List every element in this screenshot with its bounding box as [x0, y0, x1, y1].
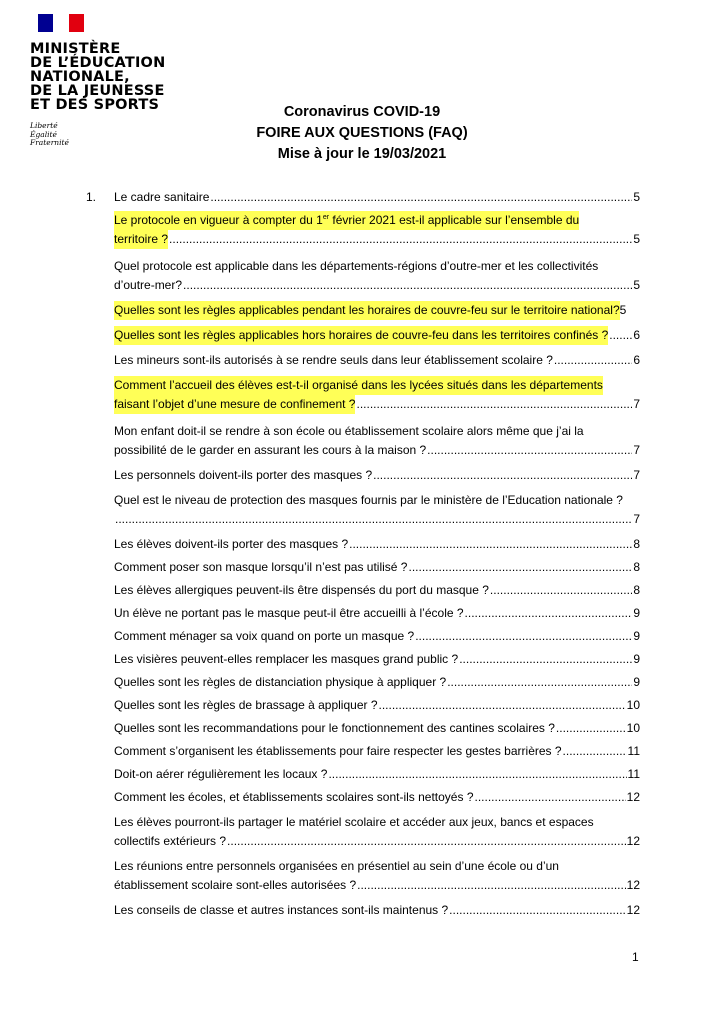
toc-entry-text: Comment poser son masque lorsqu’il n’est pas utilisé ?: [114, 560, 408, 574]
toc-entry-text: Quelles sont les recommandations pour le fonctionnement des cantines scolaires ?: [114, 721, 555, 735]
toc-page-number: 7: [633, 443, 640, 457]
toc-leader: [227, 832, 626, 851]
toc-entry-text: Un élève ne portant pas le masque peut-il être accueilli à l’école ?: [114, 606, 464, 620]
toc-page-number: 5: [633, 232, 640, 246]
toc-entry[interactable]: [114, 901, 640, 920]
toc-entry-text: Les conseils de classe et autres instances sont-ils maintenus ?: [114, 903, 449, 917]
toc-entry[interactable]: [114, 257, 640, 295]
toc-page-number: 6: [633, 328, 640, 342]
toc-page-number: 9: [633, 652, 640, 666]
toc-entry-text: [114, 211, 579, 230]
toc-entry[interactable]: [114, 326, 640, 345]
toc-entry[interactable]: [114, 604, 640, 623]
title-line: Coronavirus COVID-19: [283, 104, 441, 120]
document-title: [0, 102, 724, 165]
toc-entry[interactable]: [114, 765, 640, 784]
title-subtitle-date: Mise à jour le 19/03/2021: [277, 146, 447, 162]
toc-page-number: 10: [626, 721, 640, 735]
toc-page-number: 12: [626, 790, 640, 804]
toc-entry-text-cont: territoire ?: [114, 230, 168, 249]
toc-page-number: 7: [633, 468, 640, 482]
ministry-line: DE LA JEUNESSE: [30, 83, 165, 99]
toc-entry-text-cont: possibilité de le garder en assurant les cours à la maison ?: [114, 443, 427, 457]
page-number: 1: [632, 950, 639, 964]
toc-leader: [357, 876, 626, 895]
toc-page-number: 12: [626, 878, 640, 892]
toc-entry[interactable]: [114, 466, 640, 485]
toc-page-number: 9: [633, 629, 640, 643]
motto-line: Liberté: [30, 121, 58, 130]
toc-leader: [465, 604, 633, 623]
toc-leader: [427, 441, 632, 460]
toc-entry[interactable]: [114, 813, 640, 851]
toc-entry[interactable]: [114, 581, 640, 600]
toc-page-number: 10: [626, 698, 640, 712]
ministry-line: DE L’ÉDUCATION: [30, 55, 166, 71]
toc-entry-text: Quelles sont les règles de distanciation physique à appliquer ?: [114, 675, 447, 689]
toc-page-number: 9: [633, 675, 640, 689]
toc-page-number: 5: [633, 190, 640, 204]
toc-entry-text: Mon enfant doit-il se rendre à son école ou établissement scolaire alors même que j’ai la: [114, 424, 584, 438]
toc-entry-text: Comment l’accueil des élèves est-t-il organisé dans les lycées situés dans les départements: [114, 376, 603, 395]
toc-page-number: 11: [627, 767, 640, 781]
ministry-line: MINISTÈRE: [30, 41, 121, 57]
motto-line: Égalité: [30, 129, 57, 139]
toc-section-number: 1.: [86, 190, 97, 204]
toc-page-number: 8: [633, 537, 640, 551]
toc-leader: [563, 742, 627, 761]
toc-page-number: 9: [633, 606, 640, 620]
toc-entry-text: Les élèves pourront-ils partager le matériel scolaire et accéder aux jeux, bancs et espaces: [114, 815, 594, 829]
toc-leader: [609, 326, 632, 345]
toc-entry[interactable]: [114, 422, 640, 460]
toc-leader: [447, 673, 632, 692]
toc-leader: [415, 627, 632, 646]
flag-red-stripe: [69, 14, 84, 32]
toc-leader: [356, 395, 632, 414]
toc-entry[interactable]: [114, 788, 640, 807]
toc-entry-text-cont: établissement scolaire sont-elles autorisées ?: [114, 878, 357, 892]
toc-entry[interactable]: [114, 558, 640, 577]
toc-entry-text: Comment ménager sa voix quand on porte un masque ?: [114, 629, 415, 643]
toc-leader: [408, 558, 632, 577]
toc-entry-text: Les mineurs sont-ils autorisés à se rendre seuls dans leur établissement scolaire ?: [114, 353, 553, 367]
toc-entry-text: Les élèves allergiques peuvent-ils être dispensés du port du masque ?: [114, 583, 489, 597]
toc-page-number: 8: [633, 560, 640, 574]
toc-entry[interactable]: [114, 351, 640, 370]
toc-entry-text: Les réunions entre personnels organisées en présentiel au sein d’une école ou d’un: [114, 859, 559, 873]
toc-entry-text: Quel est le niveau de protection des masques fournis par le ministère de l’Education nationale ?: [114, 493, 623, 507]
toc-leader: [449, 901, 625, 920]
toc-section[interactable]: [86, 188, 640, 207]
toc-leader: [183, 276, 632, 295]
toc-leader: [459, 650, 632, 669]
toc-section-label: Le cadre sanitaire: [114, 190, 210, 204]
toc-entry[interactable]: [114, 211, 640, 249]
toc-entry-text: Doit-on aérer régulièrement les locaux ?: [114, 767, 328, 781]
table-of-contents: [86, 188, 640, 920]
toc-leader: [328, 765, 626, 784]
toc-entry-text-cont: d’outre-mer?: [114, 278, 183, 292]
motto-line: Fraternité: [30, 138, 69, 147]
toc-page-number: 8: [633, 583, 640, 597]
toc-entry-text: Quelles sont les règles de brassage à appliquer ?: [114, 698, 378, 712]
toc-entry[interactable]: [114, 673, 640, 692]
toc-entry-text: Quelles sont les règles applicables pendant les horaires de couvre-feu sur le territoire national?: [114, 301, 620, 320]
toc-entry[interactable]: [114, 650, 640, 669]
toc-entry-text-cont: collectifs extérieurs ?: [114, 834, 227, 848]
toc-page-number: 5: [633, 278, 640, 292]
toc-entry[interactable]: [114, 491, 640, 529]
french-flag-icon: [38, 14, 84, 32]
toc-entry-text: Comment s’organisent les établissements pour faire respecter les gestes barrières ?: [114, 744, 562, 758]
toc-entry[interactable]: [114, 376, 640, 414]
toc-entry[interactable]: [114, 627, 640, 646]
toc-entry-text: Quel protocole est applicable dans les départements-régions d’outre-mer et les collectivités: [114, 259, 599, 273]
toc-entry[interactable]: [114, 742, 640, 761]
toc-entry-text-cont: faisant l’objet d’une mesure de confinement ?: [114, 395, 355, 414]
toc-leader: [349, 535, 632, 554]
toc-leader: [373, 466, 632, 485]
toc-entry[interactable]: [114, 719, 640, 738]
toc-entry-superscript: er: [322, 214, 330, 221]
toc-leader: [210, 188, 632, 207]
toc-entry[interactable]: [114, 301, 640, 320]
toc-page-number: 7: [633, 512, 640, 526]
toc-leader: [169, 230, 632, 249]
toc-leader: [475, 788, 626, 807]
ministry-line: ET DES SPORTS: [30, 97, 160, 113]
toc-leader: [490, 581, 632, 600]
toc-leader: [554, 351, 632, 370]
toc-entry[interactable]: [114, 696, 640, 715]
toc-page-number: 5: [619, 303, 627, 317]
toc-page-number: 7: [633, 397, 640, 411]
toc-entry[interactable]: [114, 535, 640, 554]
toc-entry-text: Quelles sont les règles applicables hors horaires de couvre-feu dans les territoires confinés ?: [114, 326, 608, 345]
toc-leader: [556, 719, 626, 738]
toc-page-number: 11: [627, 744, 640, 758]
toc-entry[interactable]: [114, 857, 640, 895]
toc-page-number: 12: [626, 834, 640, 848]
flag-white-stripe: [53, 14, 68, 32]
toc-leader: [115, 510, 632, 529]
toc-entry-text: Les élèves doivent-ils porter des masques ?: [114, 537, 349, 551]
toc-entry-text: Les personnels doivent-ils porter des masques ?: [114, 468, 373, 482]
toc-entry-text-part: Le protocole en vigueur à compter du 1: [114, 213, 323, 227]
title-line: FOIRE AUX QUESTIONS (FAQ): [256, 125, 468, 141]
toc-leader: [379, 696, 626, 715]
ministry-line: NATIONALE,: [30, 69, 130, 85]
toc-page-number: 6: [633, 353, 640, 367]
toc-entry-text-part: février 2021 est-il applicable sur l’ensemble du: [329, 213, 580, 227]
flag-blue-stripe: [38, 14, 53, 32]
toc-entry-text: Les visières peuvent-elles remplacer les masques grand public ?: [114, 652, 459, 666]
toc-page-number: 12: [626, 903, 640, 917]
toc-entry-text: Comment les écoles, et établissements scolaires sont-ils nettoyés ?: [114, 790, 474, 804]
